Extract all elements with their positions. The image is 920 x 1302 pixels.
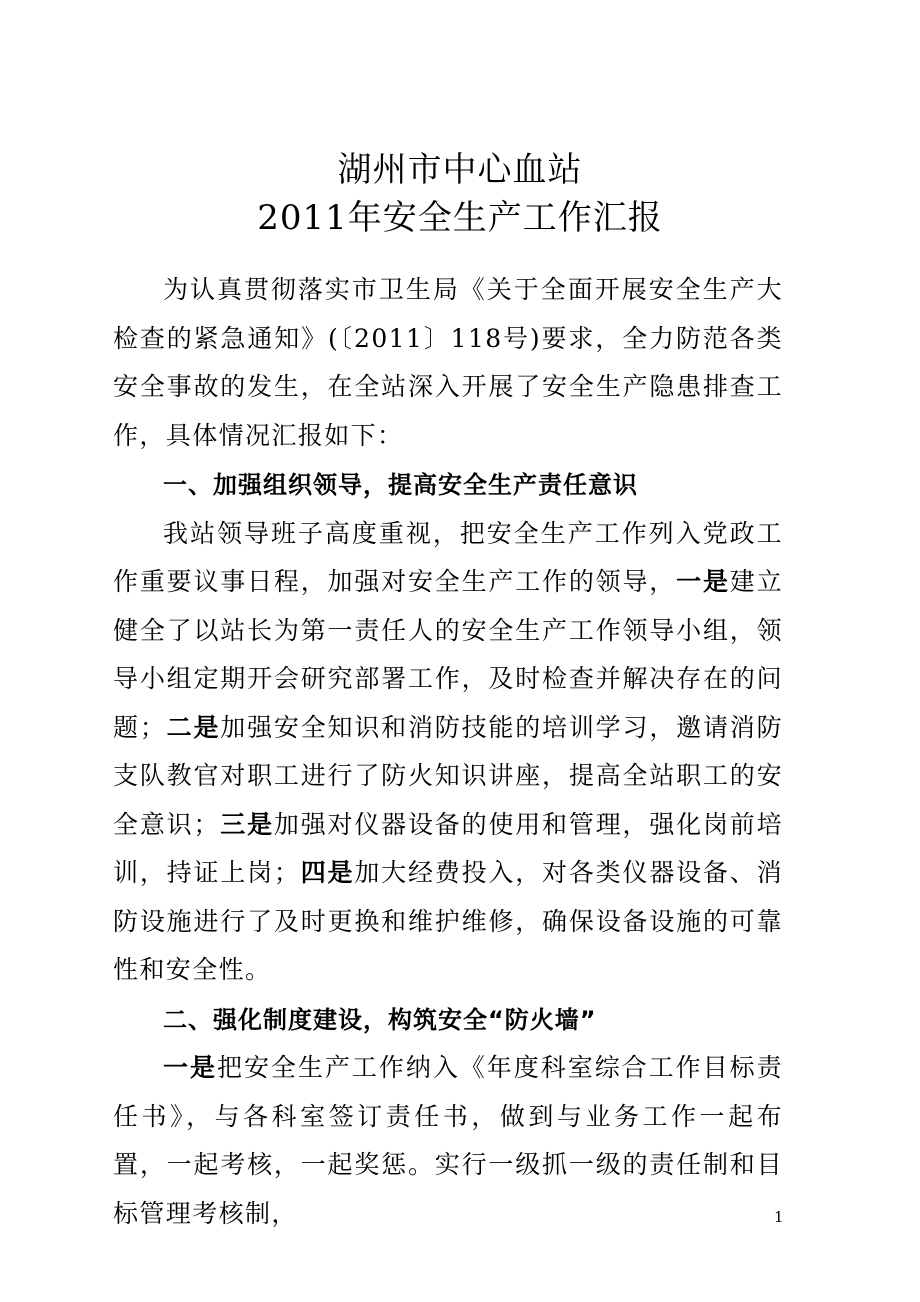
section-1-text-a: 我站领导班子高度重视，把安全生产工作列入党政工作重要议事日程，加强对安全生产工作的领导， <box>113 518 783 596</box>
page-number: 1 <box>774 1208 784 1226</box>
section-1-text-d: 加强对仪器设备的使用和管理，强化岗前培训，持证上岗； <box>113 809 783 887</box>
document-title-line-1: 湖州市中心血站 <box>337 150 583 190</box>
document-title-line-2: 2011年安全生产工作汇报 <box>257 198 663 238</box>
section-1-text-b: 建立健全了以站长为第一责任人的安全生产工作领导小组，领导小组定期开会研究部署工作，及时检查并解决存在的问题； <box>113 567 783 742</box>
section-1-heading: 一、加强组织领导，提高安全生产责任意识 <box>163 471 638 499</box>
section-2-heading: 二、强化制度建设，构筑安全“防火墙” <box>163 1005 597 1034</box>
document-body <box>113 266 783 1238</box>
section-1-text-c: 加强安全知识和消防技能的培训学习，邀请消防支队教官对职工进行了防火知识讲座，提高全站职工的安全意识； <box>113 712 783 839</box>
section-2-paragraph <box>113 1044 783 1238</box>
point-2-label: 二是 <box>166 712 221 742</box>
point-3-label: 三是 <box>219 809 274 839</box>
point-4-label: 四是 <box>300 858 355 887</box>
intro-paragraph: 为认真贯彻落实市卫生局《关于全面开展安全生产大检查的紧急通知》(〔2011〕118号)要求，全力防范各类安全事故的发生，在全站深入开展了安全生产隐患排查工作，具体情况汇报如下： <box>113 275 783 450</box>
section-1-paragraph <box>113 510 783 995</box>
section-1-text-e: 加大经费投入，对各类仪器设备、消防设施进行了及时更换和维护维修，确保设备设施的可靠性和安全性。 <box>113 858 783 984</box>
point-1-label: 一是 <box>676 567 730 596</box>
section-2-text-a: 把安全生产工作纳入《年度科室综合工作目标责任书》，与各科室签订责任书，做到与业务工作一起布置，一起考核，一起奖惩。实行一级抓一级的责任制和目标管理考核制， <box>113 1053 783 1228</box>
section-2-point-1-label: 一是 <box>163 1053 217 1082</box>
